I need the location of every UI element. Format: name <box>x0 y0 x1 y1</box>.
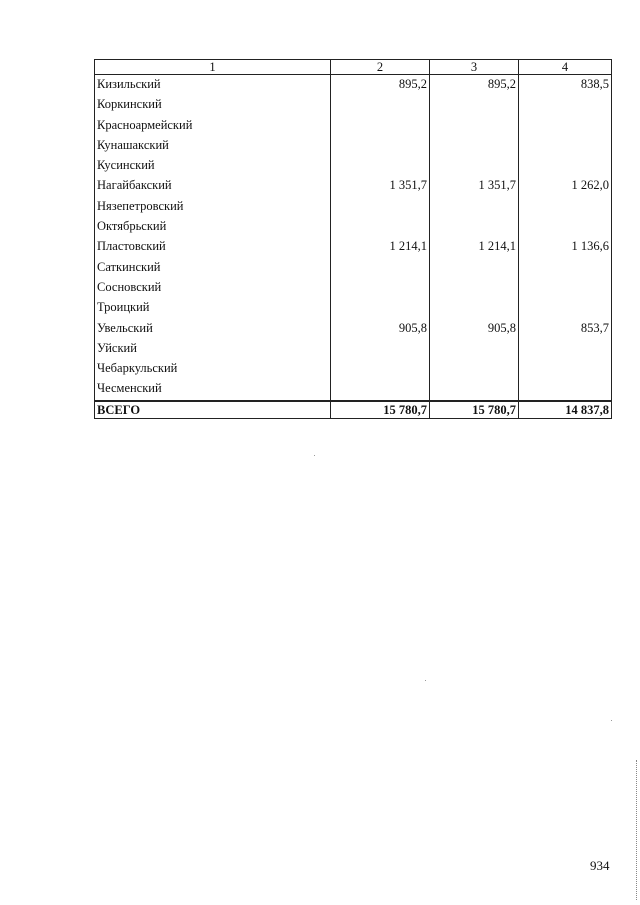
table-row <box>95 379 612 400</box>
value-col-4 <box>519 298 612 318</box>
value-col-4 <box>519 156 612 176</box>
table-row <box>95 217 612 237</box>
district-name: Сосновский <box>95 278 331 298</box>
value-col-2 <box>331 116 430 136</box>
header-cell-3: 3 <box>430 60 519 75</box>
value-col-3 <box>430 298 519 318</box>
table-row <box>95 116 612 136</box>
value-col-2 <box>331 156 430 176</box>
table-row <box>95 75 612 96</box>
value-col-4 <box>519 136 612 156</box>
value-col-4: 1 262,0 <box>519 176 612 196</box>
table-row <box>95 298 612 318</box>
table-row <box>95 95 612 115</box>
value-col-2: 895,2 <box>331 75 430 96</box>
value-col-2 <box>331 339 430 359</box>
value-col-3 <box>430 278 519 298</box>
value-col-2 <box>331 197 430 217</box>
table-row <box>95 136 612 156</box>
table-row <box>95 156 612 176</box>
value-col-2 <box>331 298 430 318</box>
value-col-2 <box>331 95 430 115</box>
value-col-2 <box>331 217 430 237</box>
header-cell-2: 2 <box>331 60 430 75</box>
value-col-3 <box>430 136 519 156</box>
value-col-4 <box>519 95 612 115</box>
total-row <box>95 401 612 419</box>
total-col-3: 15 780,7 <box>430 401 519 419</box>
value-col-3: 905,8 <box>430 319 519 339</box>
value-col-2 <box>331 136 430 156</box>
value-col-4: 1 136,6 <box>519 237 612 257</box>
district-name: Троицкий <box>95 298 331 318</box>
district-name: Кусинский <box>95 156 331 176</box>
total-col-2: 15 780,7 <box>331 401 430 419</box>
value-col-4: 838,5 <box>519 75 612 96</box>
value-col-3 <box>430 359 519 379</box>
value-col-2 <box>331 258 430 278</box>
value-col-4 <box>519 379 612 400</box>
district-name: Уйский <box>95 339 331 359</box>
value-col-4 <box>519 116 612 136</box>
district-name: Чебаркульский <box>95 359 331 379</box>
total-col-4: 14 837,8 <box>519 401 612 419</box>
value-col-3: 1 214,1 <box>430 237 519 257</box>
header-cell-4: 4 <box>519 60 612 75</box>
table-body <box>95 75 612 419</box>
value-col-3 <box>430 258 519 278</box>
district-name: Чесменский <box>95 379 331 400</box>
value-col-4 <box>519 258 612 278</box>
data-table <box>94 59 612 419</box>
total-label: ВСЕГО <box>95 401 331 419</box>
value-col-3 <box>430 156 519 176</box>
scan-speck <box>425 680 426 681</box>
district-name: Саткинский <box>95 258 331 278</box>
scan-edge-mark <box>636 760 638 900</box>
table-row <box>95 258 612 278</box>
value-col-3 <box>430 116 519 136</box>
page-number: 934 <box>590 858 610 873</box>
district-name: Нязепетровский <box>95 197 331 217</box>
value-col-3 <box>430 217 519 237</box>
table-row <box>95 197 612 217</box>
value-col-4 <box>519 197 612 217</box>
value-col-4 <box>519 339 612 359</box>
value-col-2 <box>331 379 430 400</box>
table-row <box>95 237 612 257</box>
header-cell-1: 1 <box>95 60 331 75</box>
value-col-4 <box>519 217 612 237</box>
scan-speck <box>314 455 315 456</box>
header-row <box>95 60 612 75</box>
table-row <box>95 319 612 339</box>
value-col-3 <box>430 197 519 217</box>
district-name: Октябрьский <box>95 217 331 237</box>
scan-speck <box>611 720 612 721</box>
value-col-4 <box>519 278 612 298</box>
value-col-4: 853,7 <box>519 319 612 339</box>
district-name: Увельский <box>95 319 331 339</box>
value-col-2: 905,8 <box>331 319 430 339</box>
table-row <box>95 278 612 298</box>
value-col-2 <box>331 359 430 379</box>
value-col-3 <box>430 339 519 359</box>
table-row <box>95 339 612 359</box>
district-name: Пластовский <box>95 237 331 257</box>
value-col-2 <box>331 278 430 298</box>
value-col-4 <box>519 359 612 379</box>
value-col-3 <box>430 379 519 400</box>
district-name: Красноармейский <box>95 116 331 136</box>
table-row <box>95 176 612 196</box>
district-name: Кунашакский <box>95 136 331 156</box>
value-col-3 <box>430 95 519 115</box>
district-name: Нагайбакский <box>95 176 331 196</box>
table-row <box>95 359 612 379</box>
value-col-2: 1 351,7 <box>331 176 430 196</box>
value-col-2: 1 214,1 <box>331 237 430 257</box>
value-col-3: 895,2 <box>430 75 519 96</box>
district-name: Кизильский <box>95 75 331 96</box>
district-name: Коркинский <box>95 95 331 115</box>
value-col-3: 1 351,7 <box>430 176 519 196</box>
